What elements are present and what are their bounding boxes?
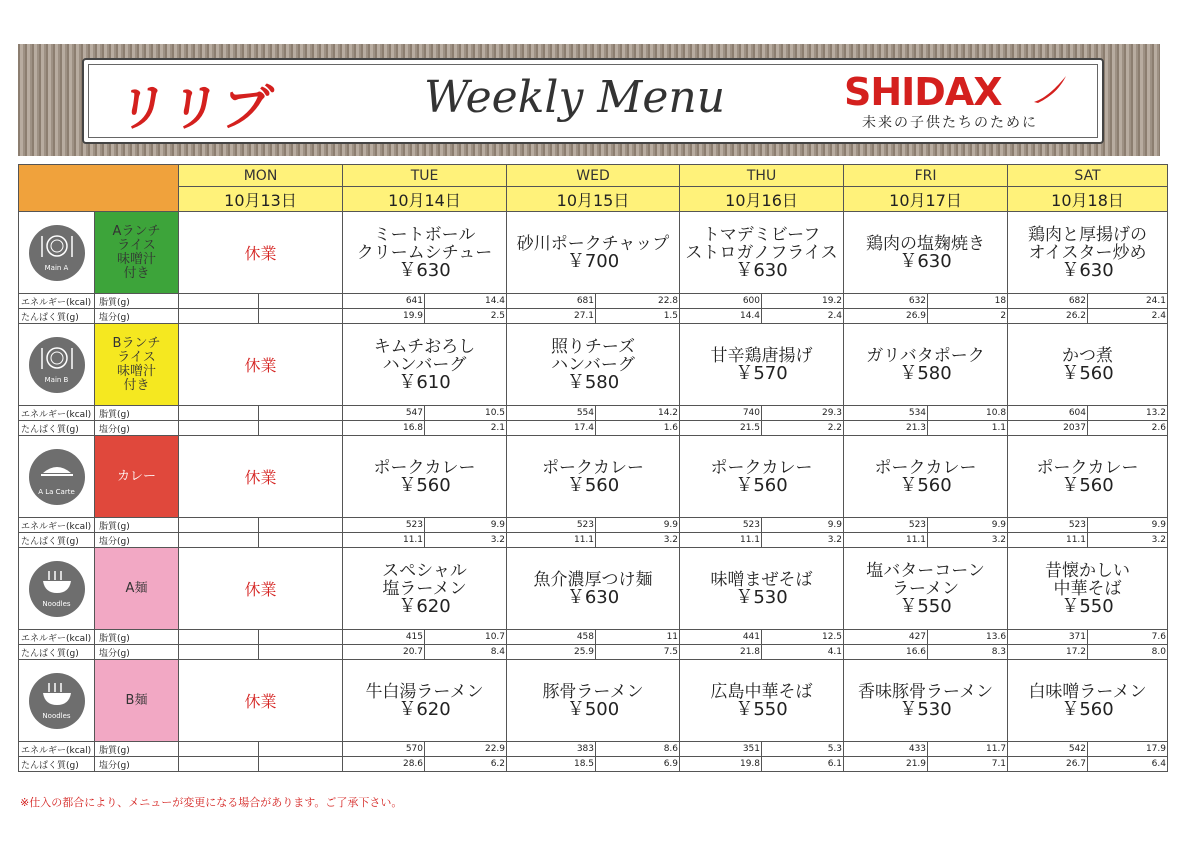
dish-cell — [1008, 660, 1168, 742]
nutrition-label: エネルギー(kcal) — [19, 406, 95, 421]
plate-icon — [29, 225, 85, 281]
dish-cell — [507, 324, 680, 406]
nutrition-value: 6.9 — [596, 757, 680, 772]
nutrition-value: 2.5 — [425, 309, 507, 324]
dish-name: 味噌まぜそば — [710, 569, 813, 590]
dish-name: 昔懐かしい 中華そば — [1045, 560, 1131, 599]
nutrition-value: 682 — [1008, 294, 1088, 309]
dish-price: ￥580 — [566, 371, 620, 393]
day-of-week: FRI — [844, 165, 1008, 187]
nutrition-value: 534 — [844, 406, 928, 421]
dish-price: ￥560 — [735, 474, 788, 496]
nutrition-value: 14.4 — [680, 309, 762, 324]
plate-icon — [29, 337, 85, 393]
closed-empty-cell — [259, 294, 343, 309]
dish-cell — [844, 324, 1008, 406]
dish-name: ポークカレー — [874, 457, 977, 478]
nutrition-value: 8.4 — [425, 645, 507, 660]
dish-price: ￥630 — [735, 259, 788, 281]
dish-name: キムチおろし ハンバーグ — [373, 336, 476, 375]
nutrition-value: 26.2 — [1008, 309, 1088, 324]
nutrition-value: 26.7 — [1008, 757, 1088, 772]
dish-name: ポークカレー — [1036, 457, 1139, 478]
weekly-menu-table — [18, 164, 1168, 772]
dish-cell — [343, 212, 507, 294]
dish-cell — [343, 660, 507, 742]
nutrition-label: エネルギー(kcal) — [19, 630, 95, 645]
dish-price: ￥630 — [566, 586, 620, 608]
nutrition-value: 3.2 — [762, 533, 844, 548]
nutrition-value: 523 — [680, 518, 762, 533]
nutrition-sublabel: 脂質(g) — [95, 294, 179, 309]
dish-cell — [680, 436, 844, 518]
nutrition-value: 11 — [596, 630, 680, 645]
noodle-bowl-icon — [29, 673, 85, 729]
nutrition-label: エネルギー(kcal) — [19, 742, 95, 757]
closed-empty-cell — [179, 518, 259, 533]
dish-cell — [507, 548, 680, 630]
dish-cell — [680, 324, 844, 406]
dish-price: ￥570 — [735, 362, 788, 384]
nutrition-label: たんぱく質(g) — [19, 533, 95, 548]
category-label: B麺 — [95, 660, 179, 742]
menu-section-row — [19, 548, 1168, 630]
nutrition-value: 9.9 — [762, 518, 844, 533]
dish-price: ￥610 — [398, 371, 451, 393]
nutrition-value: 8.0 — [1088, 645, 1168, 660]
nutrition-value: 22.8 — [596, 294, 680, 309]
category-label: カレー — [95, 436, 179, 518]
nutrition-value: 13.6 — [928, 630, 1008, 645]
day-date: 10月15日 — [507, 187, 680, 212]
section-icon-label: Main B — [44, 375, 69, 384]
dish-name: 甘辛鶏唐揚げ — [710, 345, 813, 366]
nutrition-value: 11.1 — [1008, 533, 1088, 548]
day-of-week: WED — [507, 165, 680, 187]
nutrition-value: 13.2 — [1088, 406, 1168, 421]
nutrition-value: 19.2 — [762, 294, 844, 309]
nutrition-value: 6.2 — [425, 757, 507, 772]
header-corner — [19, 165, 179, 212]
dish-name: 魚介濃厚つけ麺 — [533, 569, 653, 590]
closed-empty-cell — [179, 294, 259, 309]
nutrition-value: 458 — [507, 630, 596, 645]
section-icon-cell — [19, 660, 95, 742]
dish-price: ￥530 — [735, 586, 788, 608]
nutrition-value: 1.5 — [596, 309, 680, 324]
nutrition-sublabel: 脂質(g) — [95, 406, 179, 421]
closed-empty-cell — [259, 406, 343, 421]
day-date: 10月14日 — [343, 187, 507, 212]
closed-label: 休業 — [179, 436, 343, 518]
nutrition-value: 542 — [1008, 742, 1088, 757]
nutrition-value: 19.8 — [680, 757, 762, 772]
nutrition-value: 21.8 — [680, 645, 762, 660]
dish-price: ￥620 — [398, 698, 451, 720]
nutrition-value: 554 — [507, 406, 596, 421]
nutrition-value: 22.9 — [425, 742, 507, 757]
dish-price: ￥560 — [1061, 474, 1114, 496]
nutrition-value: 3.2 — [928, 533, 1008, 548]
dish-price: ￥630 — [899, 250, 952, 272]
nutrition-value: 632 — [844, 294, 928, 309]
dish-cell — [680, 660, 844, 742]
closed-empty-cell — [179, 630, 259, 645]
page-title: Weekly Menu — [424, 72, 726, 123]
nutrition-value: 3.2 — [596, 533, 680, 548]
nutrition-value: 17.2 — [1008, 645, 1088, 660]
section-icon-label: A La Carte — [38, 487, 75, 496]
dish-name: 鶏肉の塩麹焼き — [866, 233, 986, 254]
nutrition-value: 11.7 — [928, 742, 1008, 757]
nutrition-label: たんぱく質(g) — [19, 309, 95, 324]
nutrition-value: 9.9 — [596, 518, 680, 533]
nutrition-value: 3.2 — [1088, 533, 1168, 548]
dish-name: 塩バターコーン ラーメン — [866, 560, 985, 599]
day-of-week: THU — [680, 165, 844, 187]
dish-name: ポークカレー — [710, 457, 813, 478]
day-of-week: TUE — [343, 165, 507, 187]
nutrition-value: 16.6 — [844, 645, 928, 660]
nutrition-sublabel: 塩分(g) — [95, 421, 179, 436]
closed-empty-cell — [259, 757, 343, 772]
section-icon-cell — [19, 548, 95, 630]
nutrition-value: 16.8 — [343, 421, 425, 436]
nutrition-value: 523 — [844, 518, 928, 533]
nutrition-value: 1.1 — [928, 421, 1008, 436]
dish-cell — [343, 324, 507, 406]
menu-section-row — [19, 436, 1168, 518]
nutrition-sublabel: 塩分(g) — [95, 645, 179, 660]
nutrition-value: 26.9 — [844, 309, 928, 324]
nutrition-value: 547 — [343, 406, 425, 421]
dish-name: 鶏肉と厚揚げの オイスター炒め — [1028, 224, 1148, 263]
dish-cell — [1008, 212, 1168, 294]
section-icon-label: Noodles — [42, 711, 71, 720]
dish-name: 照りチーズ ハンバーグ — [550, 336, 636, 375]
nutrition-value: 11.1 — [507, 533, 596, 548]
dish-cell — [507, 436, 680, 518]
nutrition-value: 1.6 — [596, 421, 680, 436]
nutrition-value: 28.6 — [343, 757, 425, 772]
nutrition-value: 18.5 — [507, 757, 596, 772]
dish-price: ￥550 — [899, 595, 952, 617]
closed-empty-cell — [259, 630, 343, 645]
nutrition-value: 19.9 — [343, 309, 425, 324]
dish-name: ガリバタポーク — [866, 345, 985, 366]
closed-empty-cell — [179, 421, 259, 436]
nutrition-sublabel: 塩分(g) — [95, 533, 179, 548]
closed-empty-cell — [259, 518, 343, 533]
nutrition-value: 11.1 — [680, 533, 762, 548]
nutrition-value: 740 — [680, 406, 762, 421]
nutrition-value: 600 — [680, 294, 762, 309]
noodle-bowl-icon — [29, 561, 85, 617]
closed-empty-cell — [259, 421, 343, 436]
dish-name: ポークカレー — [542, 457, 645, 478]
nutrition-value: 8.3 — [928, 645, 1008, 660]
dish-cell — [680, 212, 844, 294]
dish-name: 豚骨ラーメン — [542, 681, 644, 702]
nutrition-value: 17.9 — [1088, 742, 1168, 757]
nutrition-label: たんぱく質(g) — [19, 645, 95, 660]
dish-cell — [343, 436, 507, 518]
nutrition-value: 441 — [680, 630, 762, 645]
nutrition-value: 10.8 — [928, 406, 1008, 421]
nutrition-value: 9.9 — [425, 518, 507, 533]
closed-empty-cell — [179, 645, 259, 660]
nutrition-value: 8.6 — [596, 742, 680, 757]
nutrition-sublabel: 脂質(g) — [95, 518, 179, 533]
dish-cell — [844, 660, 1008, 742]
nutrition-label: エネルギー(kcal) — [19, 294, 95, 309]
dish-name: トマデミビーフ ストロガノフライス — [685, 224, 838, 263]
closed-label: 休業 — [179, 324, 343, 406]
nutrition-sublabel: 塩分(g) — [95, 309, 179, 324]
nutrition-value: 2.6 — [1088, 421, 1168, 436]
day-date: 10月16日 — [680, 187, 844, 212]
nutrition-value: 5.3 — [762, 742, 844, 757]
nutrition-sublabel: 塩分(g) — [95, 757, 179, 772]
nutrition-value: 20.7 — [343, 645, 425, 660]
nutrition-value: 641 — [343, 294, 425, 309]
category-label: Bランチ ライス 味噌汁 付き — [95, 324, 179, 406]
nutrition-value: 371 — [1008, 630, 1088, 645]
dish-cell — [507, 660, 680, 742]
nutrition-value: 681 — [507, 294, 596, 309]
dish-name: 牛白湯ラーメン — [365, 681, 484, 702]
menu-section-row — [19, 660, 1168, 742]
section-icon-label: Main A — [44, 263, 69, 272]
nutrition-value: 415 — [343, 630, 425, 645]
nutrition-value: 383 — [507, 742, 596, 757]
nutrition-sublabel: 脂質(g) — [95, 742, 179, 757]
nutrition-value: 4.1 — [762, 645, 844, 660]
section-icon-cell — [19, 324, 95, 406]
header-banner — [18, 44, 1160, 156]
dish-price: ￥550 — [1061, 595, 1114, 617]
nutrition-value: 523 — [507, 518, 596, 533]
closed-empty-cell — [259, 309, 343, 324]
nutrition-value: 29.3 — [762, 406, 844, 421]
dish-cell — [507, 212, 680, 294]
nutrition-value: 14.4 — [425, 294, 507, 309]
nutrition-value: 18 — [928, 294, 1008, 309]
nutrition-value: 21.5 — [680, 421, 762, 436]
nutrition-value: 25.9 — [507, 645, 596, 660]
nutrition-sublabel: 脂質(g) — [95, 630, 179, 645]
nutrition-value: 433 — [844, 742, 928, 757]
dish-cell — [1008, 436, 1168, 518]
nutrition-value: 2 — [928, 309, 1008, 324]
riv-logo: リリブ — [113, 79, 278, 137]
nutrition-value: 427 — [844, 630, 928, 645]
dish-name: 白味噌ラーメン — [1028, 681, 1147, 702]
nutrition-value: 9.9 — [1088, 518, 1168, 533]
nutrition-value: 570 — [343, 742, 425, 757]
day-of-week: SAT — [1008, 165, 1168, 187]
dish-price: ￥630 — [1061, 259, 1114, 281]
dish-price: ￥560 — [398, 474, 451, 496]
closed-label: 休業 — [179, 660, 343, 742]
menu-section-row — [19, 212, 1168, 294]
dish-price: ￥580 — [899, 362, 952, 384]
dish-cell — [1008, 324, 1168, 406]
section-icon-cell — [19, 436, 95, 518]
nutrition-value: 351 — [680, 742, 762, 757]
nutrition-value: 7.6 — [1088, 630, 1168, 645]
dish-price: ￥500 — [566, 698, 620, 720]
closed-empty-cell — [259, 533, 343, 548]
dish-cell — [680, 548, 844, 630]
category-label: A麺 — [95, 548, 179, 630]
nutrition-value: 2.4 — [1088, 309, 1168, 324]
nutrition-value: 6.1 — [762, 757, 844, 772]
section-icon-label: Noodles — [42, 599, 71, 608]
cloche-icon — [29, 449, 85, 505]
nutrition-label: エネルギー(kcal) — [19, 518, 95, 533]
closed-empty-cell — [259, 742, 343, 757]
nutrition-value: 11.1 — [343, 533, 425, 548]
dish-name: 広島中華そば — [710, 681, 813, 702]
nutrition-value: 21.3 — [844, 421, 928, 436]
nutrition-value: 27.1 — [507, 309, 596, 324]
nutrition-value: 604 — [1008, 406, 1088, 421]
nutrition-value: 11.1 — [844, 533, 928, 548]
nutrition-value: 12.5 — [762, 630, 844, 645]
closed-empty-cell — [179, 309, 259, 324]
nutrition-value: 2.1 — [425, 421, 507, 436]
dish-price: ￥560 — [1061, 362, 1114, 384]
shidax-swoosh-icon — [1032, 74, 1068, 104]
nutrition-value: 7.1 — [928, 757, 1008, 772]
shidax-logo: SHIDAX — [844, 70, 1002, 114]
closed-empty-cell — [259, 645, 343, 660]
dish-cell — [1008, 548, 1168, 630]
day-date: 10月18日 — [1008, 187, 1168, 212]
dish-cell — [343, 548, 507, 630]
closed-empty-cell — [179, 406, 259, 421]
header-frame — [82, 58, 1104, 144]
section-icon-cell — [19, 212, 95, 294]
dish-price: ￥530 — [899, 698, 952, 720]
nutrition-value: 6.4 — [1088, 757, 1168, 772]
dish-price: ￥560 — [899, 474, 952, 496]
dish-cell — [844, 548, 1008, 630]
dish-name: 砂川ポークチャップ — [516, 233, 670, 254]
nutrition-value: 523 — [1008, 518, 1088, 533]
brand-tagline: 未来の子供たちのために — [862, 115, 1038, 131]
dish-cell — [844, 436, 1008, 518]
nutrition-value: 2.4 — [762, 309, 844, 324]
dish-price: ￥550 — [735, 698, 788, 720]
closed-label: 休業 — [179, 548, 343, 630]
day-of-week: MON — [179, 165, 343, 187]
nutrition-value: 14.2 — [596, 406, 680, 421]
nutrition-value: 2.2 — [762, 421, 844, 436]
dish-price: ￥560 — [1061, 698, 1114, 720]
dish-cell — [844, 212, 1008, 294]
nutrition-value: 17.4 — [507, 421, 596, 436]
dish-name: 香味豚骨ラーメン — [857, 681, 994, 702]
dish-name: ポークカレー — [373, 457, 476, 478]
nutrition-value: 3.2 — [425, 533, 507, 548]
dish-name: ミートボール クリームシチュー — [356, 224, 493, 263]
category-label: Aランチ ライス 味噌汁 付き — [95, 212, 179, 294]
nutrition-value: 24.1 — [1088, 294, 1168, 309]
dish-price: ￥630 — [398, 259, 451, 281]
dish-price: ￥560 — [566, 474, 620, 496]
nutrition-label: たんぱく質(g) — [19, 421, 95, 436]
dish-name: スペシャル 塩ラーメン — [382, 560, 467, 599]
nutrition-value: 523 — [343, 518, 425, 533]
nutrition-value: 9.9 — [928, 518, 1008, 533]
day-date: 10月13日 — [179, 187, 343, 212]
dish-price: ￥620 — [398, 595, 451, 617]
closed-empty-cell — [179, 742, 259, 757]
nutrition-value: 21.9 — [844, 757, 928, 772]
nutrition-label: たんぱく質(g) — [19, 757, 95, 772]
closed-empty-cell — [179, 533, 259, 548]
closed-label: 休業 — [179, 212, 343, 294]
nutrition-value: 2037 — [1008, 421, 1088, 436]
menu-section-row — [19, 324, 1168, 406]
closed-empty-cell — [179, 757, 259, 772]
dish-name: かつ煮 — [1062, 345, 1114, 366]
nutrition-value: 10.5 — [425, 406, 507, 421]
nutrition-value: 10.7 — [425, 630, 507, 645]
dish-price: ￥700 — [566, 250, 620, 272]
nutrition-value: 7.5 — [596, 645, 680, 660]
day-date: 10月17日 — [844, 187, 1008, 212]
footer-note: ※仕入の都合により、メニューが変更になる場合があります。ご了承下さい。 — [20, 796, 403, 809]
